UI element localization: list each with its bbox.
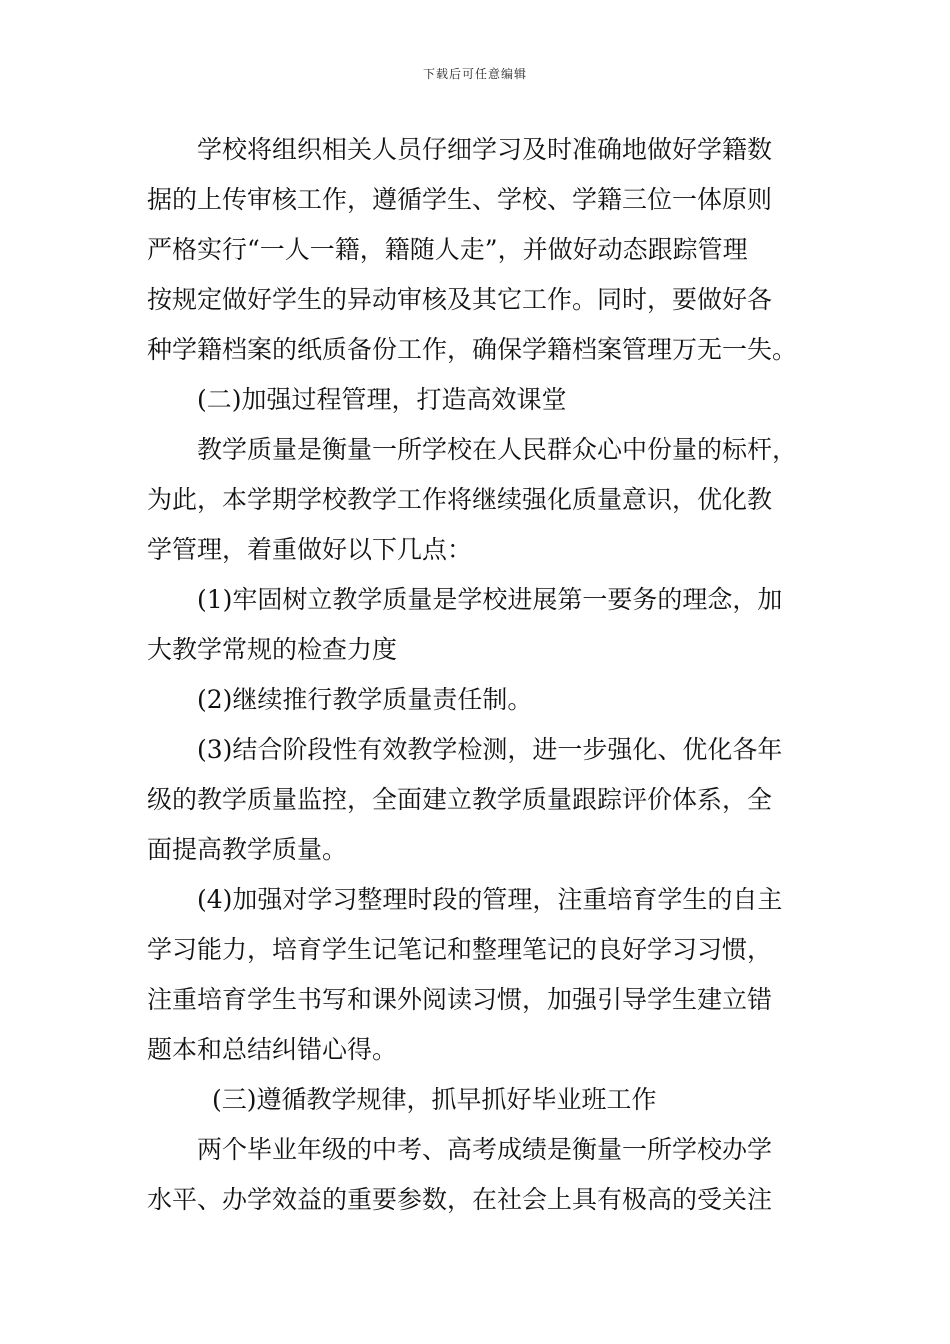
- paragraph-line: 种学籍档案的纸质备份工作，确保学籍档案管理万无一失。: [147, 335, 798, 364]
- list-item-line: 题本和总结纠错心得。: [147, 1035, 398, 1064]
- list-item-line: 级的教学质量监控，全面建立教学质量跟踪评价体系，全: [147, 785, 773, 814]
- list-item-line: (4)加强对学习整理时段的管理，注重培育学生的自主: [197, 885, 783, 914]
- list-item-line: 大教学常规的检查力度: [147, 635, 398, 664]
- page-header: 下载后可任意编辑: [422, 67, 527, 81]
- paragraph-line: 教学质量是衡量一所学校在人民群众心中份量的标杆，: [197, 435, 798, 464]
- list-item-line: (3)结合阶段性有效教学检测，进一步强化、优化各年: [197, 735, 783, 764]
- paragraph-line: 两个毕业年级的中考、高考成绩是衡量一所学校办学: [197, 1135, 773, 1164]
- list-item-line: 学习能力，培育学生记笔记和整理笔记的良好学习习惯，: [147, 935, 773, 964]
- section-heading: (二)加强过程管理，打造高效课堂: [197, 385, 567, 414]
- paragraph-line: 学校将组织相关人员仔细学习及时准确地做好学籍数: [197, 135, 773, 164]
- paragraph-line: 严格实行“一人一籍，籍随人走”，并做好动态跟踪管理: [147, 235, 748, 264]
- paragraph-line: 按规定做好学生的异动审核及其它工作。同时，要做好各: [147, 285, 773, 314]
- list-item-line: 面提高教学质量。: [147, 835, 348, 864]
- list-item-line: (1)牢固树立教学质量是学校进展第一要务的理念，加: [197, 585, 783, 614]
- document-body: [147, 125, 812, 1225]
- paragraph-line: 水平、办学效益的重要参数，在社会上具有极高的受关注: [147, 1185, 773, 1214]
- section-heading: (三)遵循教学规律，抓早抓好毕业班工作: [212, 1085, 657, 1114]
- paragraph-line: 据的上传审核工作，遵循学生、学校、学籍三位一体原则: [147, 185, 773, 214]
- paragraph-line: 学管理，着重做好以下几点：: [147, 535, 473, 564]
- paragraph-line: 为此，本学期学校教学工作将继续强化质量意识，优化教: [147, 485, 773, 514]
- list-item-line: 注重培育学生书写和课外阅读习惯，加强引导学生建立错: [147, 985, 773, 1014]
- list-item-line: (2)继续推行教学质量责任制。: [197, 685, 533, 714]
